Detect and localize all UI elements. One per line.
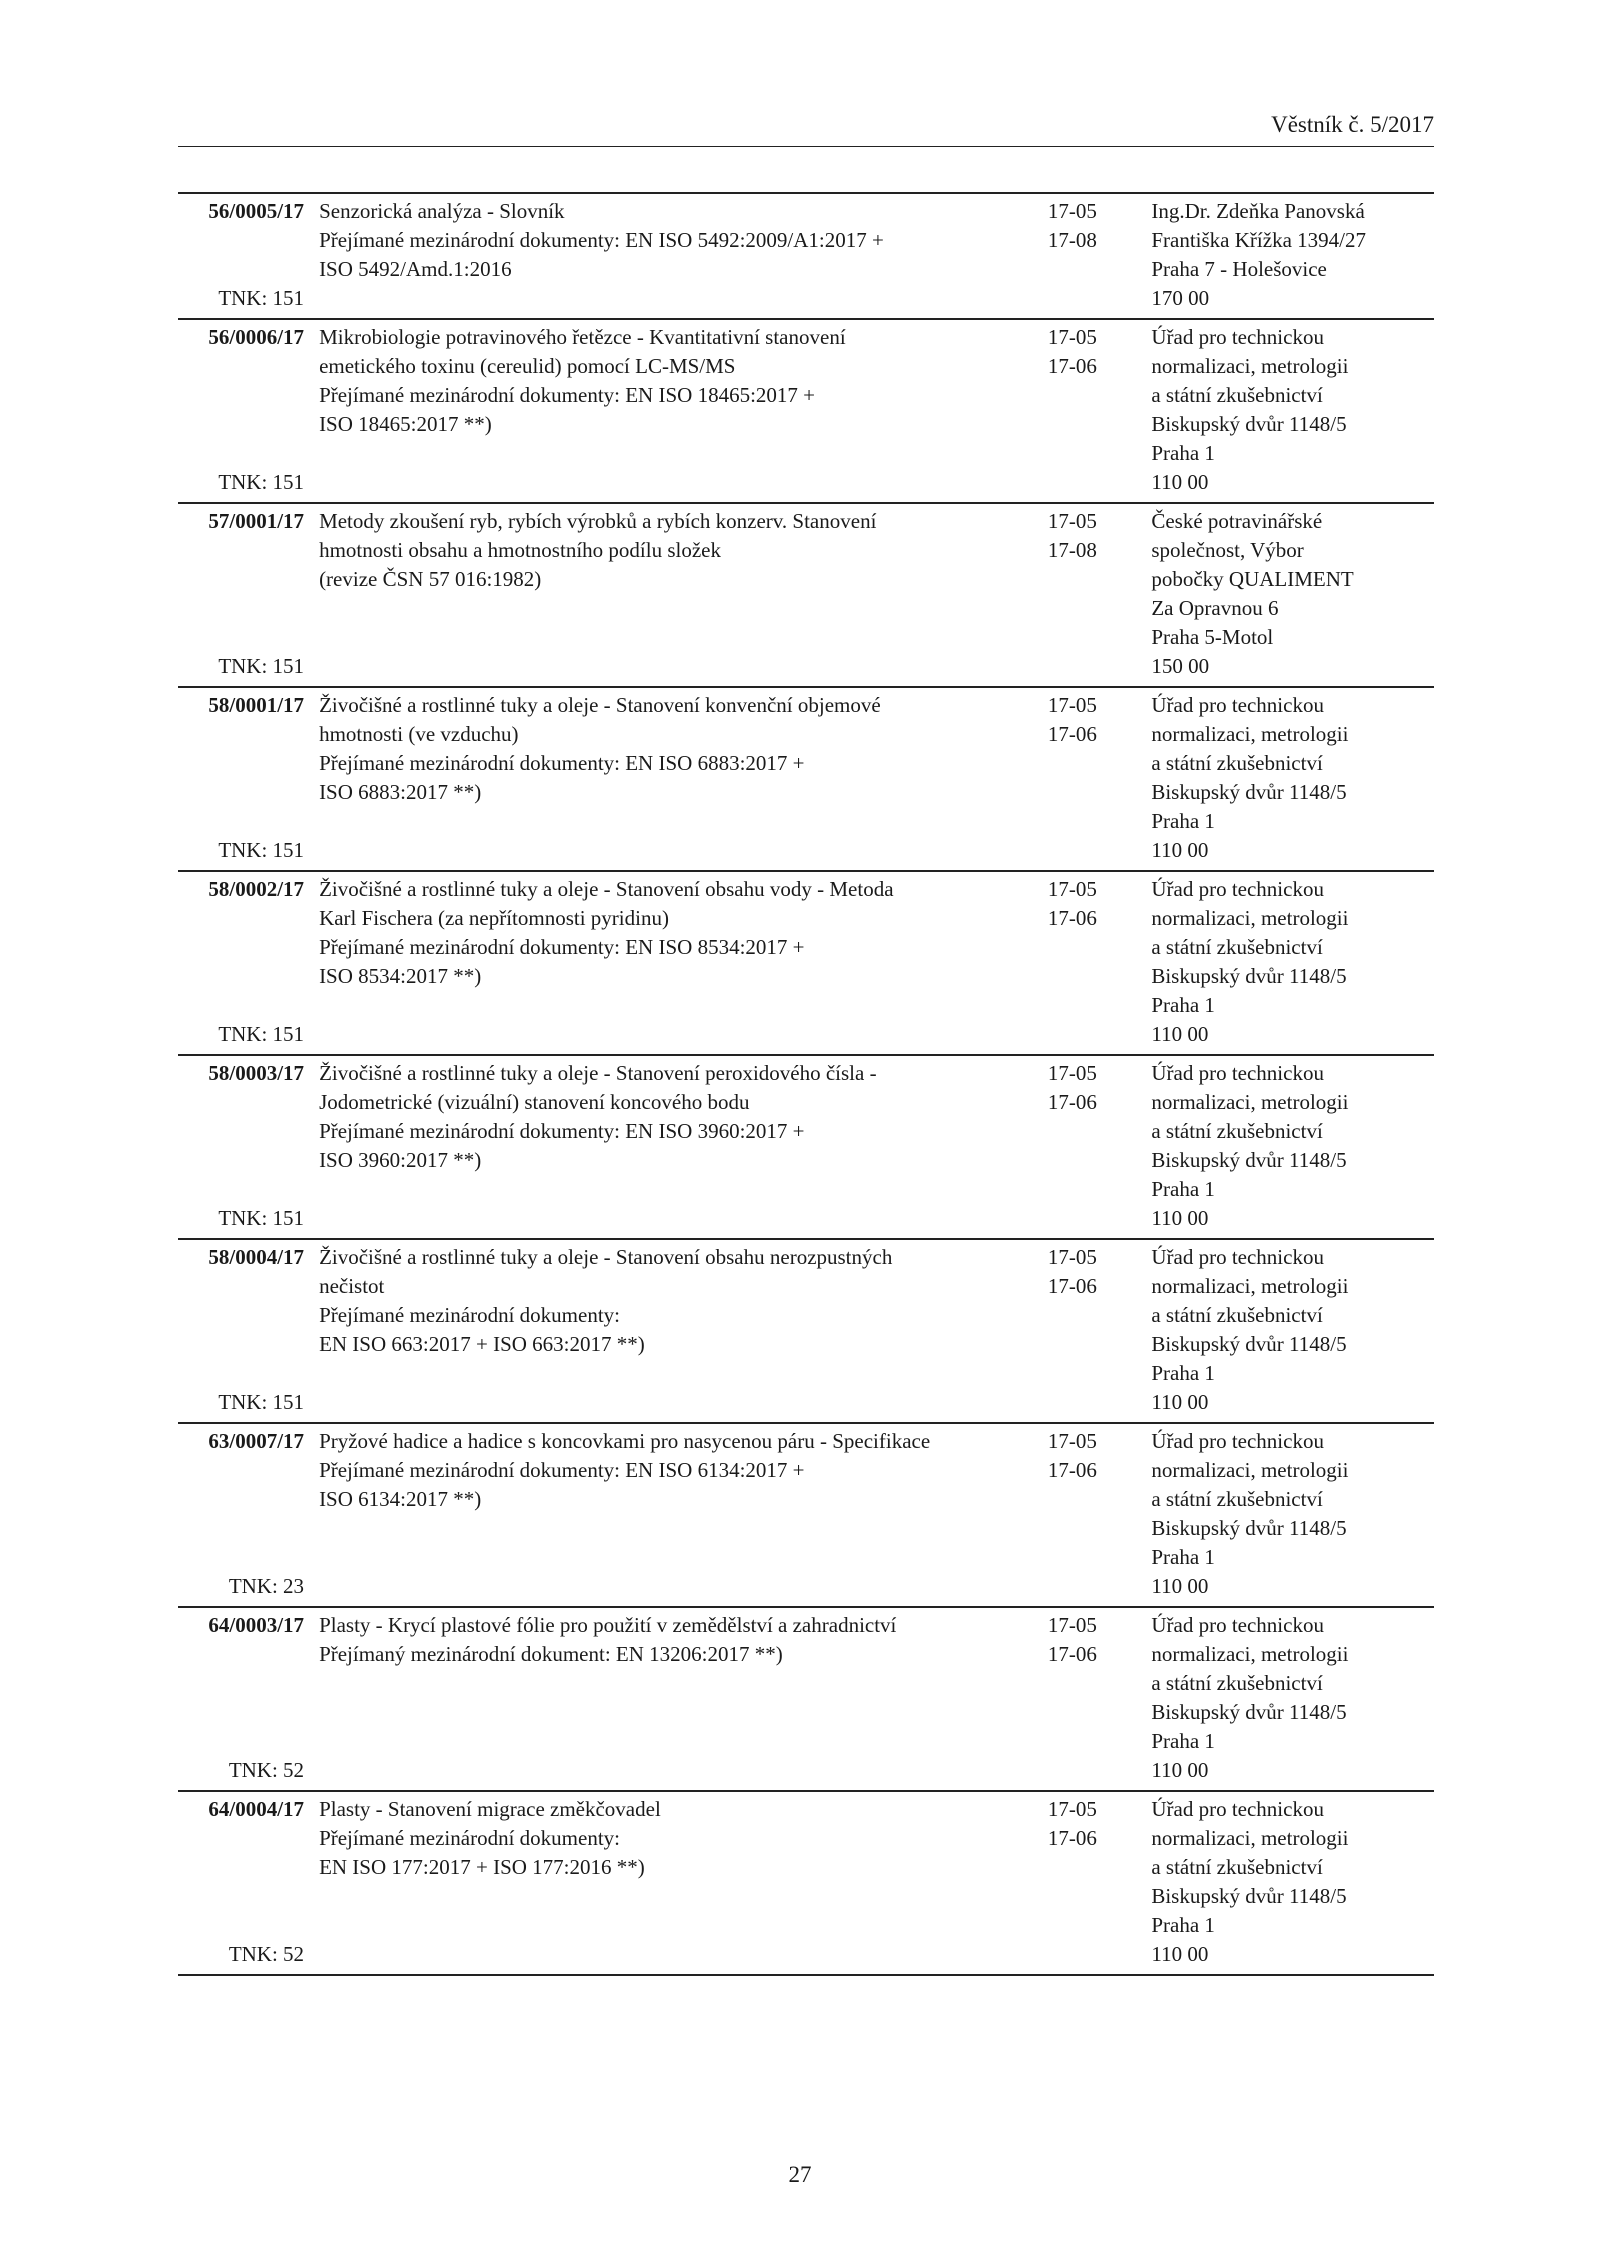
contact-cell: Úřad pro technickou normalizaci, metrologii a státní zkušebnictví Biskupský dvůr 1148/5 Praha 1 110 00 [1151,693,1349,862]
contact-cell: Úřad pro technickou normalizaci, metrologii a státní zkušebnictví Biskupský dvůr 1148/5 Praha 1 110 00 [1151,1797,1349,1966]
dates-cell: 17-05 17-06 [1047,1429,1097,1482]
tnk-label: TNK: 52 [228,1758,305,1782]
contact-cell: Úřad pro technickou normalizaci, metrologii a státní zkušebnictví Biskupský dvůr 1148/5 Praha 1 110 00 [1151,325,1349,494]
page-header-title: Věstník č. 5/2017 [1271,112,1434,137]
description-cell: Plasty - Krycí plastové fólie pro použití v zemědělství a zahradnictví Přejímaný mezinárodní dokument: EN 13206:2017 **) [319,1613,897,1666]
table-row [178,1056,1434,1240]
standards-table [178,192,1434,1976]
dates-cell: 17-05 17-08 [1047,199,1097,252]
contact-cell: České potravinářské společnost, Výbor pobočky QUALIMENT Za Opravnou 6 Praha 5-Motol 150 00 [1151,509,1354,678]
description-cell: Mikrobiologie potravinového řetězce - Kvantitativní stanovení emetického toxinu (cereulid) pomocí LC-MS/MS Přejímané mezinárodní dokumenty: EN ISO 18465:2017 + ISO 18465:2017 **) [319,325,846,436]
page-number: 27 [788,2162,812,2187]
row-id-cell [178,1243,304,1417]
description-cell: Živočišné a rostlinné tuky a oleje - Stanovení konvenční objemové hmotnosti (ve vzduchu) Přejímané mezinárodní dokumenty: EN ISO 6883:2017 + ISO 6883:2017 **) [319,693,881,804]
header-rule [178,146,1434,147]
standard-number: 56/0006/17 [208,325,305,349]
row-id-cell [178,1059,304,1233]
tnk-label: TNK: 52 [228,1942,305,1966]
tnk-label: TNK: 151 [218,838,305,862]
tnk-label: TNK: 151 [218,470,305,494]
row-id-cell [178,1795,304,1969]
standard-number: 63/0007/17 [208,1429,305,1453]
standard-number: 56/0005/17 [208,199,305,223]
contact-cell: Úřad pro technickou normalizaci, metrologii a státní zkušebnictví Biskupský dvůr 1148/5 Praha 1 110 00 [1151,1245,1349,1414]
table-row [178,194,1434,320]
table-row [178,1792,1434,1976]
description-cell: Metody zkoušení ryb, rybích výrobků a rybích konzerv. Stanovení hmotnosti obsahu a hmotnostního podílu složek (revize ČSN 57 016:1982) [319,509,877,591]
description-cell: Živočišné a rostlinné tuky a oleje - Stanovení obsahu vody - Metoda Karl Fischera (za nepřítomnosti pyridinu) Přejímané mezinárodní dokumenty: EN ISO 8534:2017 + ISO 8534:2017 **) [319,877,894,988]
table-row [178,1608,1434,1792]
standard-number: 58/0003/17 [208,1061,305,1085]
description-cell: Živočišné a rostlinné tuky a oleje - Stanovení peroxidového čísla - Jodometrické (vizuální) stanovení koncového bodu Přejímané mezinárodní dokumenty: EN ISO 3960:2017 + ISO 3960:2017 **) [319,1061,877,1172]
dates-cell: 17-05 17-08 [1047,509,1097,562]
tnk-label: TNK: 151 [218,286,305,310]
row-id-cell [178,323,304,497]
contact-cell: Úřad pro technickou normalizaci, metrologii a státní zkušebnictví Biskupský dvůr 1148/5 Praha 1 110 00 [1151,1613,1349,1782]
row-id-cell [178,1427,304,1601]
tnk-label: TNK: 151 [218,1206,305,1230]
description-cell: Živočišné a rostlinné tuky a oleje - Stanovení obsahu nerozpustných nečistot Přejímané mezinárodní dokumenty: EN ISO 663:2017 + ISO 663:2017 **) [319,1245,893,1356]
dates-cell: 17-05 17-06 [1047,1613,1097,1666]
table-row [178,1424,1434,1608]
dates-cell: 17-05 17-06 [1047,325,1097,378]
standard-number: 58/0004/17 [208,1245,305,1269]
description-cell: Plasty - Stanovení migrace změkčovadel Přejímané mezinárodní dokumenty: EN ISO 177:2017 + ISO 177:2016 **) [319,1797,661,1879]
dates-cell: 17-05 17-06 [1047,1061,1097,1114]
table-row [178,504,1434,688]
standard-number: 57/0001/17 [208,509,305,533]
contact-cell: Ing.Dr. Zdeňka Panovská Františka Křížka 1394/27 Praha 7 - Holešovice 170 00 [1151,199,1366,310]
table-row [178,1240,1434,1424]
row-id-cell [178,691,304,865]
table-row [178,688,1434,872]
dates-cell: 17-05 17-06 [1047,693,1097,746]
standard-number: 64/0003/17 [208,1613,305,1637]
contact-cell: Úřad pro technickou normalizaci, metrologii a státní zkušebnictví Biskupský dvůr 1148/5 Praha 1 110 00 [1151,1061,1349,1230]
description-cell: Pryžové hadice a hadice s koncovkami pro nasycenou páru - Specifikace Přejímané mezinárodní dokumenty: EN ISO 6134:2017 + ISO 6134:2017 **) [319,1429,931,1511]
row-id-cell [178,507,304,681]
contact-cell: Úřad pro technickou normalizaci, metrologii a státní zkušebnictví Biskupský dvůr 1148/5 Praha 1 110 00 [1151,877,1349,1046]
row-id-cell [178,875,304,1049]
tnk-label: TNK: 23 [228,1574,305,1598]
dates-cell: 17-05 17-06 [1047,1797,1097,1850]
contact-cell: Úřad pro technickou normalizaci, metrologii a státní zkušebnictví Biskupský dvůr 1148/5 Praha 1 110 00 [1151,1429,1349,1598]
table-row [178,320,1434,504]
row-id-cell [178,1611,304,1785]
standard-number: 58/0001/17 [208,693,305,717]
tnk-label: TNK: 151 [218,1390,305,1414]
standard-number: 58/0002/17 [208,877,305,901]
description-cell: Senzorická analýza - Slovník Přejímané mezinárodní dokumenty: EN ISO 5492:2009/A1:2017 + ISO 5492/Amd.1:2016 [319,199,884,281]
table-row [178,872,1434,1056]
dates-cell: 17-05 17-06 [1047,1245,1097,1298]
tnk-label: TNK: 151 [218,654,305,678]
standard-number: 64/0004/17 [208,1797,305,1821]
row-id-cell [178,197,304,313]
tnk-label: TNK: 151 [218,1022,305,1046]
dates-cell: 17-05 17-06 [1047,877,1097,930]
